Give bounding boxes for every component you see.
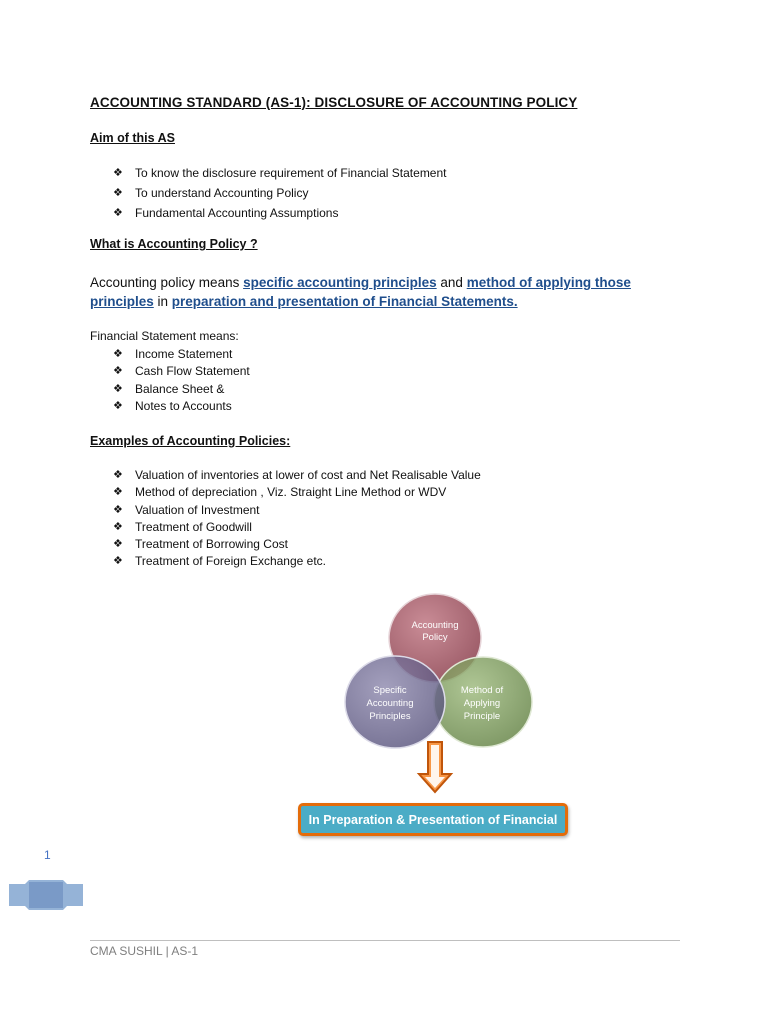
- list-item: ❖ Treatment of Foreign Exchange etc.: [113, 553, 481, 570]
- list-item: ❖ Income Statement: [113, 346, 250, 363]
- financial-statement-list: [113, 346, 250, 415]
- circle-right-label-line-1: Method of: [460, 685, 504, 696]
- list-item: ❖ Cash Flow Statement: [113, 363, 250, 380]
- circle-top-label-line-1: Accounting: [411, 620, 459, 631]
- link-specific-principles[interactable]: specific accounting principles: [243, 275, 437, 290]
- examples-list: [113, 467, 481, 571]
- what-is-heading: What is Accounting Policy ?: [90, 237, 258, 251]
- result-box: In Preparation & Presentation of Financial: [298, 803, 568, 836]
- link-method-of-applying[interactable]: method of applying those principles: [90, 275, 631, 309]
- list-item: ❖ Valuation of inventories at lower of cost and Net Realisable Value: [113, 467, 481, 484]
- page-number: 1: [44, 848, 51, 862]
- list-item: ❖ Fundamental Accounting Assumptions: [113, 203, 447, 223]
- page-tab-shape: [9, 880, 83, 910]
- circle-left-label-line-3: Principles: [369, 711, 411, 722]
- diamond-bullet-icon: ❖: [113, 399, 123, 412]
- diamond-bullet-icon: ❖: [113, 167, 123, 179]
- down-arrow-icon: [419, 742, 451, 792]
- document-title: ACCOUNTING STANDARD (AS-1): DISCLOSURE OF ACCOUNTING POLICY: [90, 95, 578, 110]
- diamond-bullet-icon: ❖: [113, 348, 123, 360]
- examples-heading: Examples of Accounting Policies:: [90, 434, 291, 448]
- diamond-bullet-icon: ❖: [113, 520, 123, 533]
- diamond-bullet-icon: ❖: [113, 365, 123, 378]
- diamond-bullet-icon: ❖: [113, 538, 123, 551]
- circle-left-label-line-1: Specific: [373, 685, 407, 696]
- footer-divider: [90, 940, 680, 941]
- circle-right-label-line-2: Applying: [463, 698, 501, 709]
- diamond-bullet-icon: ❖: [113, 555, 123, 568]
- list-item: ❖ Balance Sheet &: [113, 381, 250, 398]
- list-item: ❖ Treatment of Goodwill: [113, 519, 481, 536]
- diamond-bullet-icon: ❖: [113, 503, 123, 516]
- list-item: ❖ To know the disclosure requirement of Financial Statement: [113, 163, 447, 183]
- definition-paragraph: Accounting policy means specific accounting principles and method of applying those principles in preparation and presentation of Financial Statements.: [90, 275, 631, 309]
- aim-list: [113, 163, 447, 223]
- diamond-bullet-icon: ❖: [113, 382, 123, 395]
- list-item: ❖ Valuation of Investment: [113, 502, 481, 519]
- circle-left-label-line-2: Accounting: [366, 698, 414, 709]
- link-preparation-presentation[interactable]: preparation and presentation of Financial Statements.: [171, 294, 518, 309]
- aim-heading: Aim of this AS: [90, 131, 175, 145]
- list-item: ❖ Notes to Accounts: [113, 398, 250, 415]
- circle-top-label-line-2: Policy: [422, 632, 448, 643]
- footer-text: CMA SUSHIL | AS-1: [90, 944, 199, 958]
- diamond-bullet-icon: ❖: [113, 187, 123, 199]
- venn-diagram: [335, 590, 545, 800]
- diamond-bullet-icon: ❖: [113, 469, 123, 481]
- circle-right-label-line-3: Principle: [463, 711, 501, 722]
- financial-statement-label: Financial Statement means:: [90, 329, 239, 343]
- list-item: ❖ To understand Accounting Policy: [113, 183, 447, 203]
- diamond-bullet-icon: ❖: [113, 207, 123, 219]
- list-item: ❖ Method of depreciation , Viz. Straight Line Method or WDV: [113, 484, 481, 501]
- diamond-bullet-icon: ❖: [113, 486, 123, 499]
- list-item: ❖ Treatment of Borrowing Cost: [113, 536, 481, 553]
